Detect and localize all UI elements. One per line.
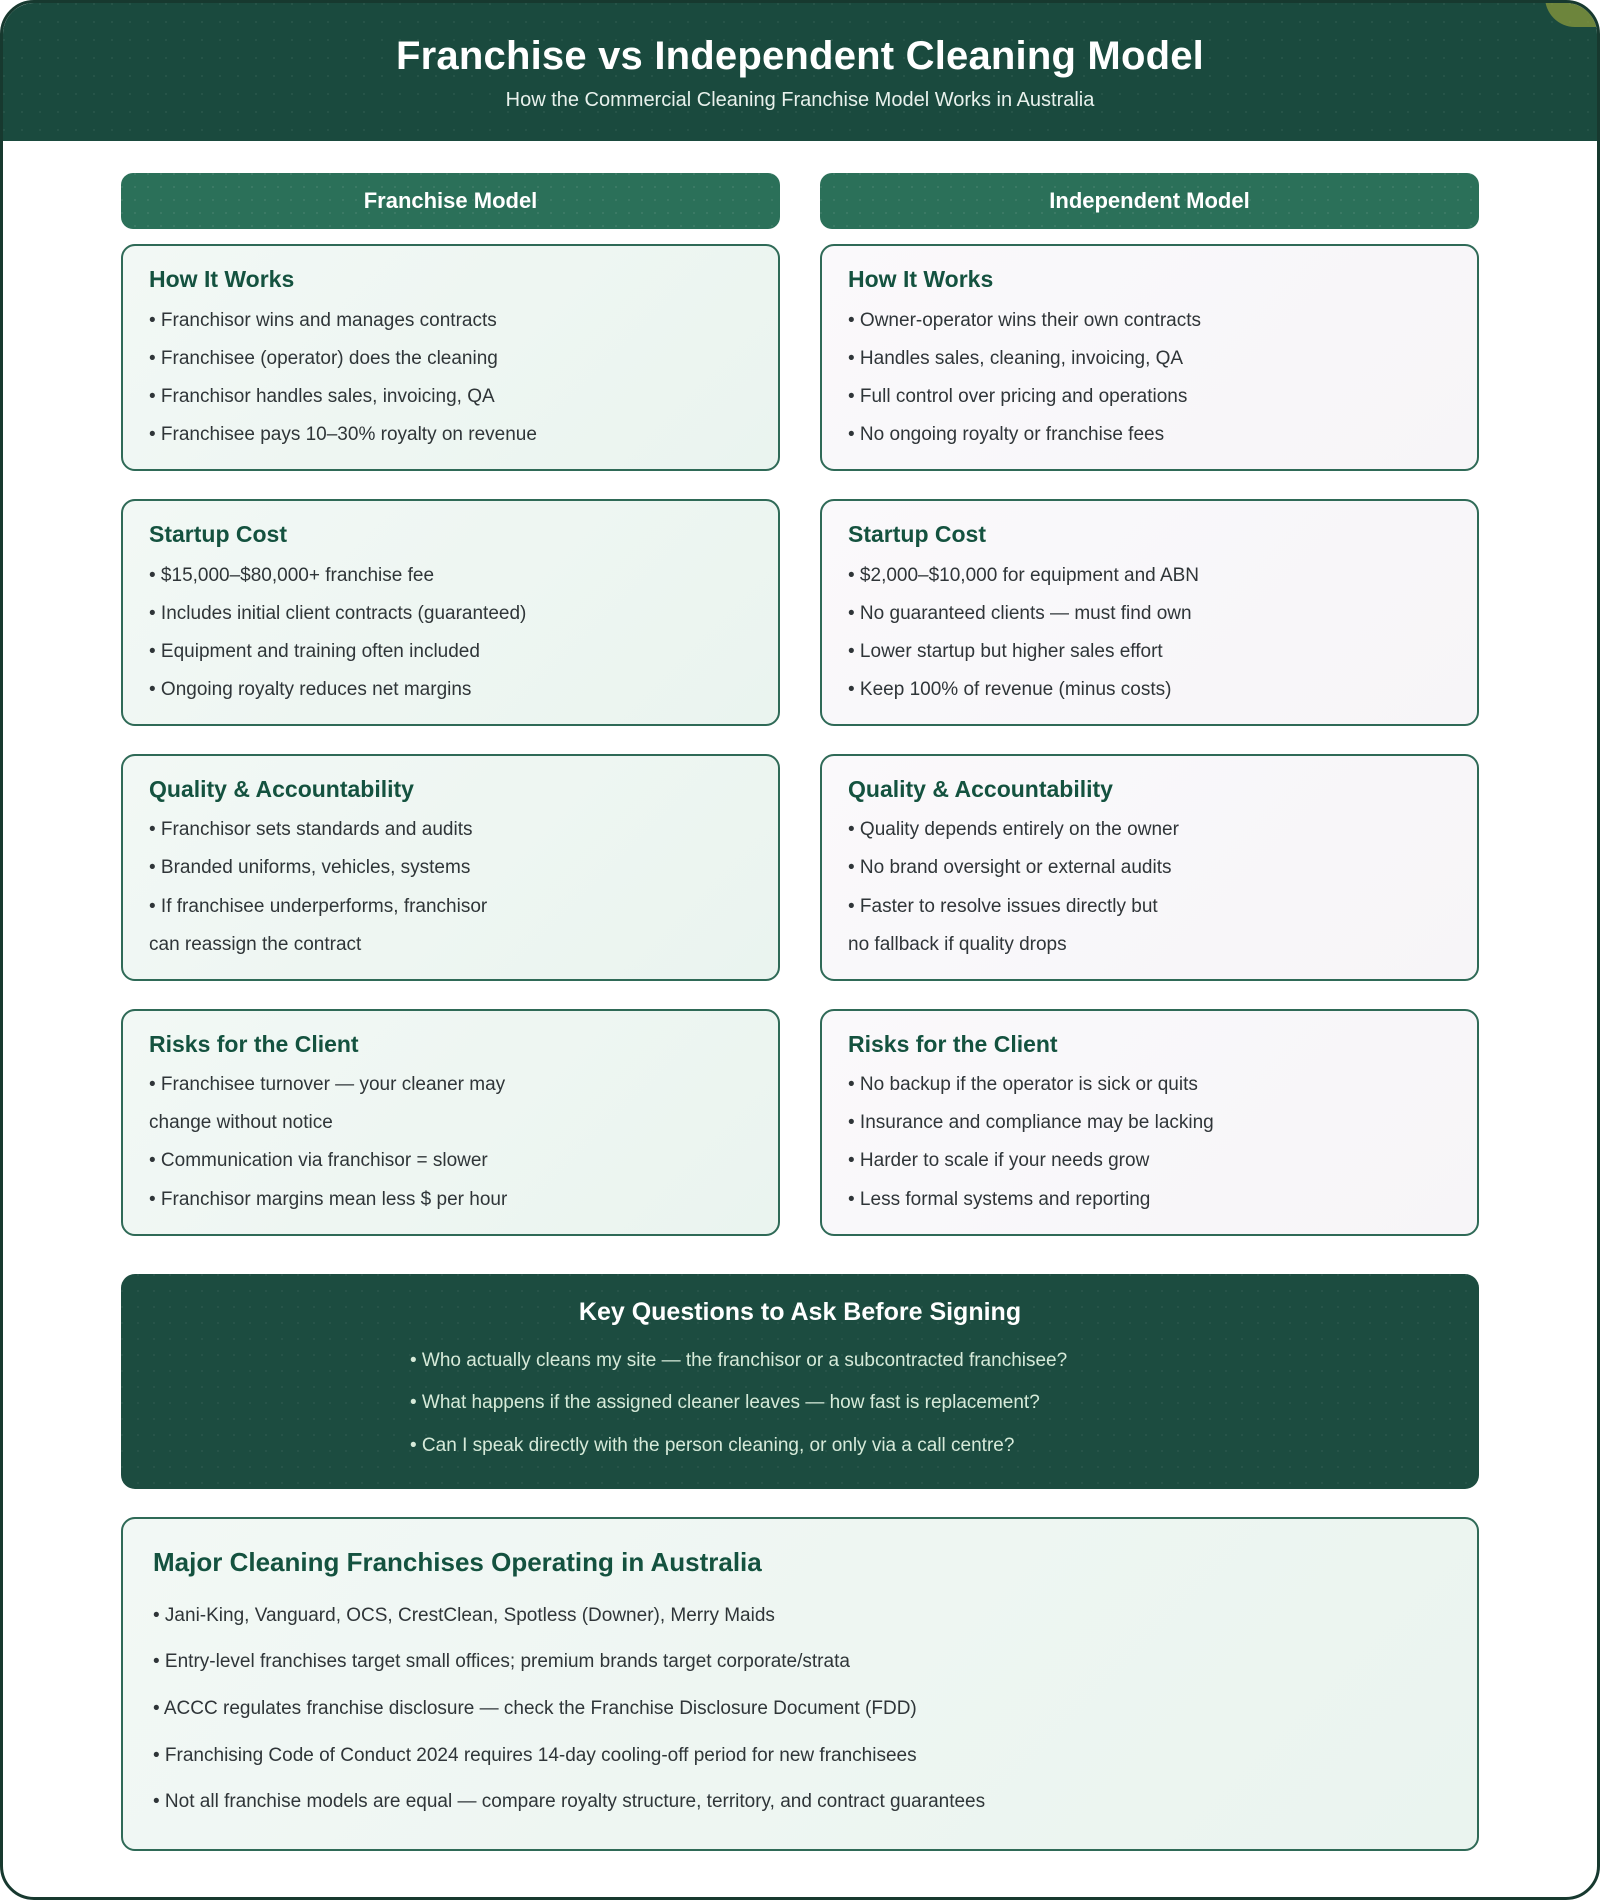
page-title: Franchise vs Independent Cleaning Model: [396, 33, 1204, 78]
card-bullet: • Handles sales, cleaning, invoicing, QA: [848, 347, 1184, 369]
body-area: [3, 141, 1597, 1851]
card-franchise-risks-for-client: [121, 1009, 780, 1236]
column-header-franchise: Franchise Model: [121, 173, 780, 229]
card-bullet-continuation: can reassign the contract: [149, 933, 362, 955]
key-question-item: • What happens if the assigned cleaner leaves — how fast is replacement?: [410, 1392, 1040, 1414]
card-independent-quality-accountability: [820, 754, 1479, 981]
card-bullet: • $15,000–$80,000+ franchise fee: [149, 564, 435, 586]
comparison-columns: [121, 173, 1479, 1264]
card-bullet: • Equipment and training often included: [149, 640, 480, 662]
card-bullet: • Includes initial client contracts (guaranteed): [149, 602, 527, 624]
card-bullet: • No ongoing royalty or franchise fees: [848, 423, 1165, 445]
major-franchises-card: [121, 1517, 1479, 1851]
card-bullet: • Franchisee turnover — your cleaner may: [149, 1074, 506, 1096]
key-questions-panel: [121, 1274, 1479, 1489]
column-franchise: [121, 173, 780, 1264]
card-bullet: • Ongoing royalty reduces net margins: [149, 678, 472, 700]
card-title: Risks for the Client: [149, 1030, 359, 1057]
major-franchises-title: Major Cleaning Franchises Operating in Australia: [153, 1546, 762, 1577]
key-questions-title: Key Questions to Ask Before Signing: [578, 1297, 1022, 1326]
card-independent-risks-for-client: [820, 1009, 1479, 1236]
card-bullet-continuation: no fallback if quality drops: [848, 933, 1067, 955]
page-header-banner: [3, 3, 1597, 141]
card-bullet: • No brand oversight or external audits: [848, 857, 1172, 879]
card-title: Startup Cost: [848, 520, 986, 547]
card-franchise-quality-accountability: [121, 754, 780, 981]
card-bullet: • No backup if the operator is sick or quits: [848, 1074, 1198, 1096]
card-bullet: • Communication via franchisor = slower: [149, 1150, 488, 1172]
card-bullet: • Branded uniforms, vehicles, systems: [149, 857, 471, 879]
card-bullet: • Faster to resolve issues directly but: [848, 895, 1158, 917]
card-title: Risks for the Client: [848, 1030, 1058, 1057]
major-franchises-item: • Franchising Code of Conduct 2024 requires 14-day cooling-off period for new franchisees: [153, 1744, 917, 1766]
page-subtitle: How the Commercial Cleaning Franchise Model Works in Australia: [505, 88, 1095, 111]
card-title: How It Works: [149, 266, 295, 292]
key-question-item: • Who actually cleans my site — the franchisor or a subcontracted franchisee?: [410, 1349, 1068, 1371]
column-independent: [820, 173, 1479, 1264]
card-bullet-continuation: change without notice: [149, 1112, 333, 1134]
card-bullet: • $2,000–$10,000 for equipment and ABN: [848, 564, 1200, 586]
major-franchises-item: • ACCC regulates franchise disclosure — check the Franchise Disclosure Document (FDD): [153, 1698, 917, 1720]
card-bullet: • Full control over pricing and operations: [848, 385, 1188, 407]
card-title: How It Works: [848, 266, 994, 292]
card-bullet: • If franchisee underperforms, franchisor: [149, 895, 488, 917]
card-title: Quality & Accountability: [149, 775, 414, 802]
card-bullet: • Keep 100% of revenue (minus costs): [848, 678, 1172, 700]
major-franchises-item: • Not all franchise models are equal — compare royalty structure, territory, and contract guarantees: [153, 1791, 986, 1813]
card-franchise-how-it-works: [121, 244, 780, 471]
card-bullet: • Franchisor margins mean less $ per hour: [149, 1188, 508, 1210]
card-independent-how-it-works: [820, 244, 1479, 471]
card-bullet: • Insurance and compliance may be lacking: [848, 1112, 1214, 1134]
card-bullet: • Franchisor sets standards and audits: [149, 819, 473, 841]
key-question-item: • Can I speak directly with the person cleaning, or only via a call centre?: [410, 1435, 1015, 1456]
card-independent-startup-cost: [820, 499, 1479, 726]
card-bullet: • Owner-operator wins their own contracts: [848, 309, 1202, 331]
card-franchise-startup-cost: [121, 499, 780, 726]
card-bullet: • Lower startup but higher sales effort: [848, 640, 1163, 662]
card-bullet: • Quality depends entirely on the owner: [848, 819, 1179, 841]
major-franchises-item: • Jani-King, Vanguard, OCS, CrestClean, Spotless (Downer), Merry Maids: [153, 1604, 775, 1626]
card-bullet: • Franchisor wins and manages contracts: [149, 309, 497, 331]
card-bullet: • Franchisor handles sales, invoicing, QA: [149, 385, 495, 407]
card-title: Startup Cost: [149, 520, 287, 547]
key-questions-list: [410, 1349, 1190, 1459]
card-bullet: • No guaranteed clients — must find own: [848, 602, 1192, 624]
card-bullet: • Franchisee pays 10–30% royalty on revenue: [149, 423, 537, 445]
card-bullet: • Franchisee (operator) does the cleaning: [149, 347, 498, 369]
card-bullet: • Less formal systems and reporting: [848, 1188, 1151, 1210]
card-bullet: • Harder to scale if your needs grow: [848, 1150, 1150, 1172]
card-title: Quality & Accountability: [848, 775, 1113, 802]
major-franchises-item: • Entry-level franchises target small offices; premium brands target corporate/strata: [153, 1651, 850, 1673]
column-header-independent: Independent Model: [820, 173, 1479, 229]
